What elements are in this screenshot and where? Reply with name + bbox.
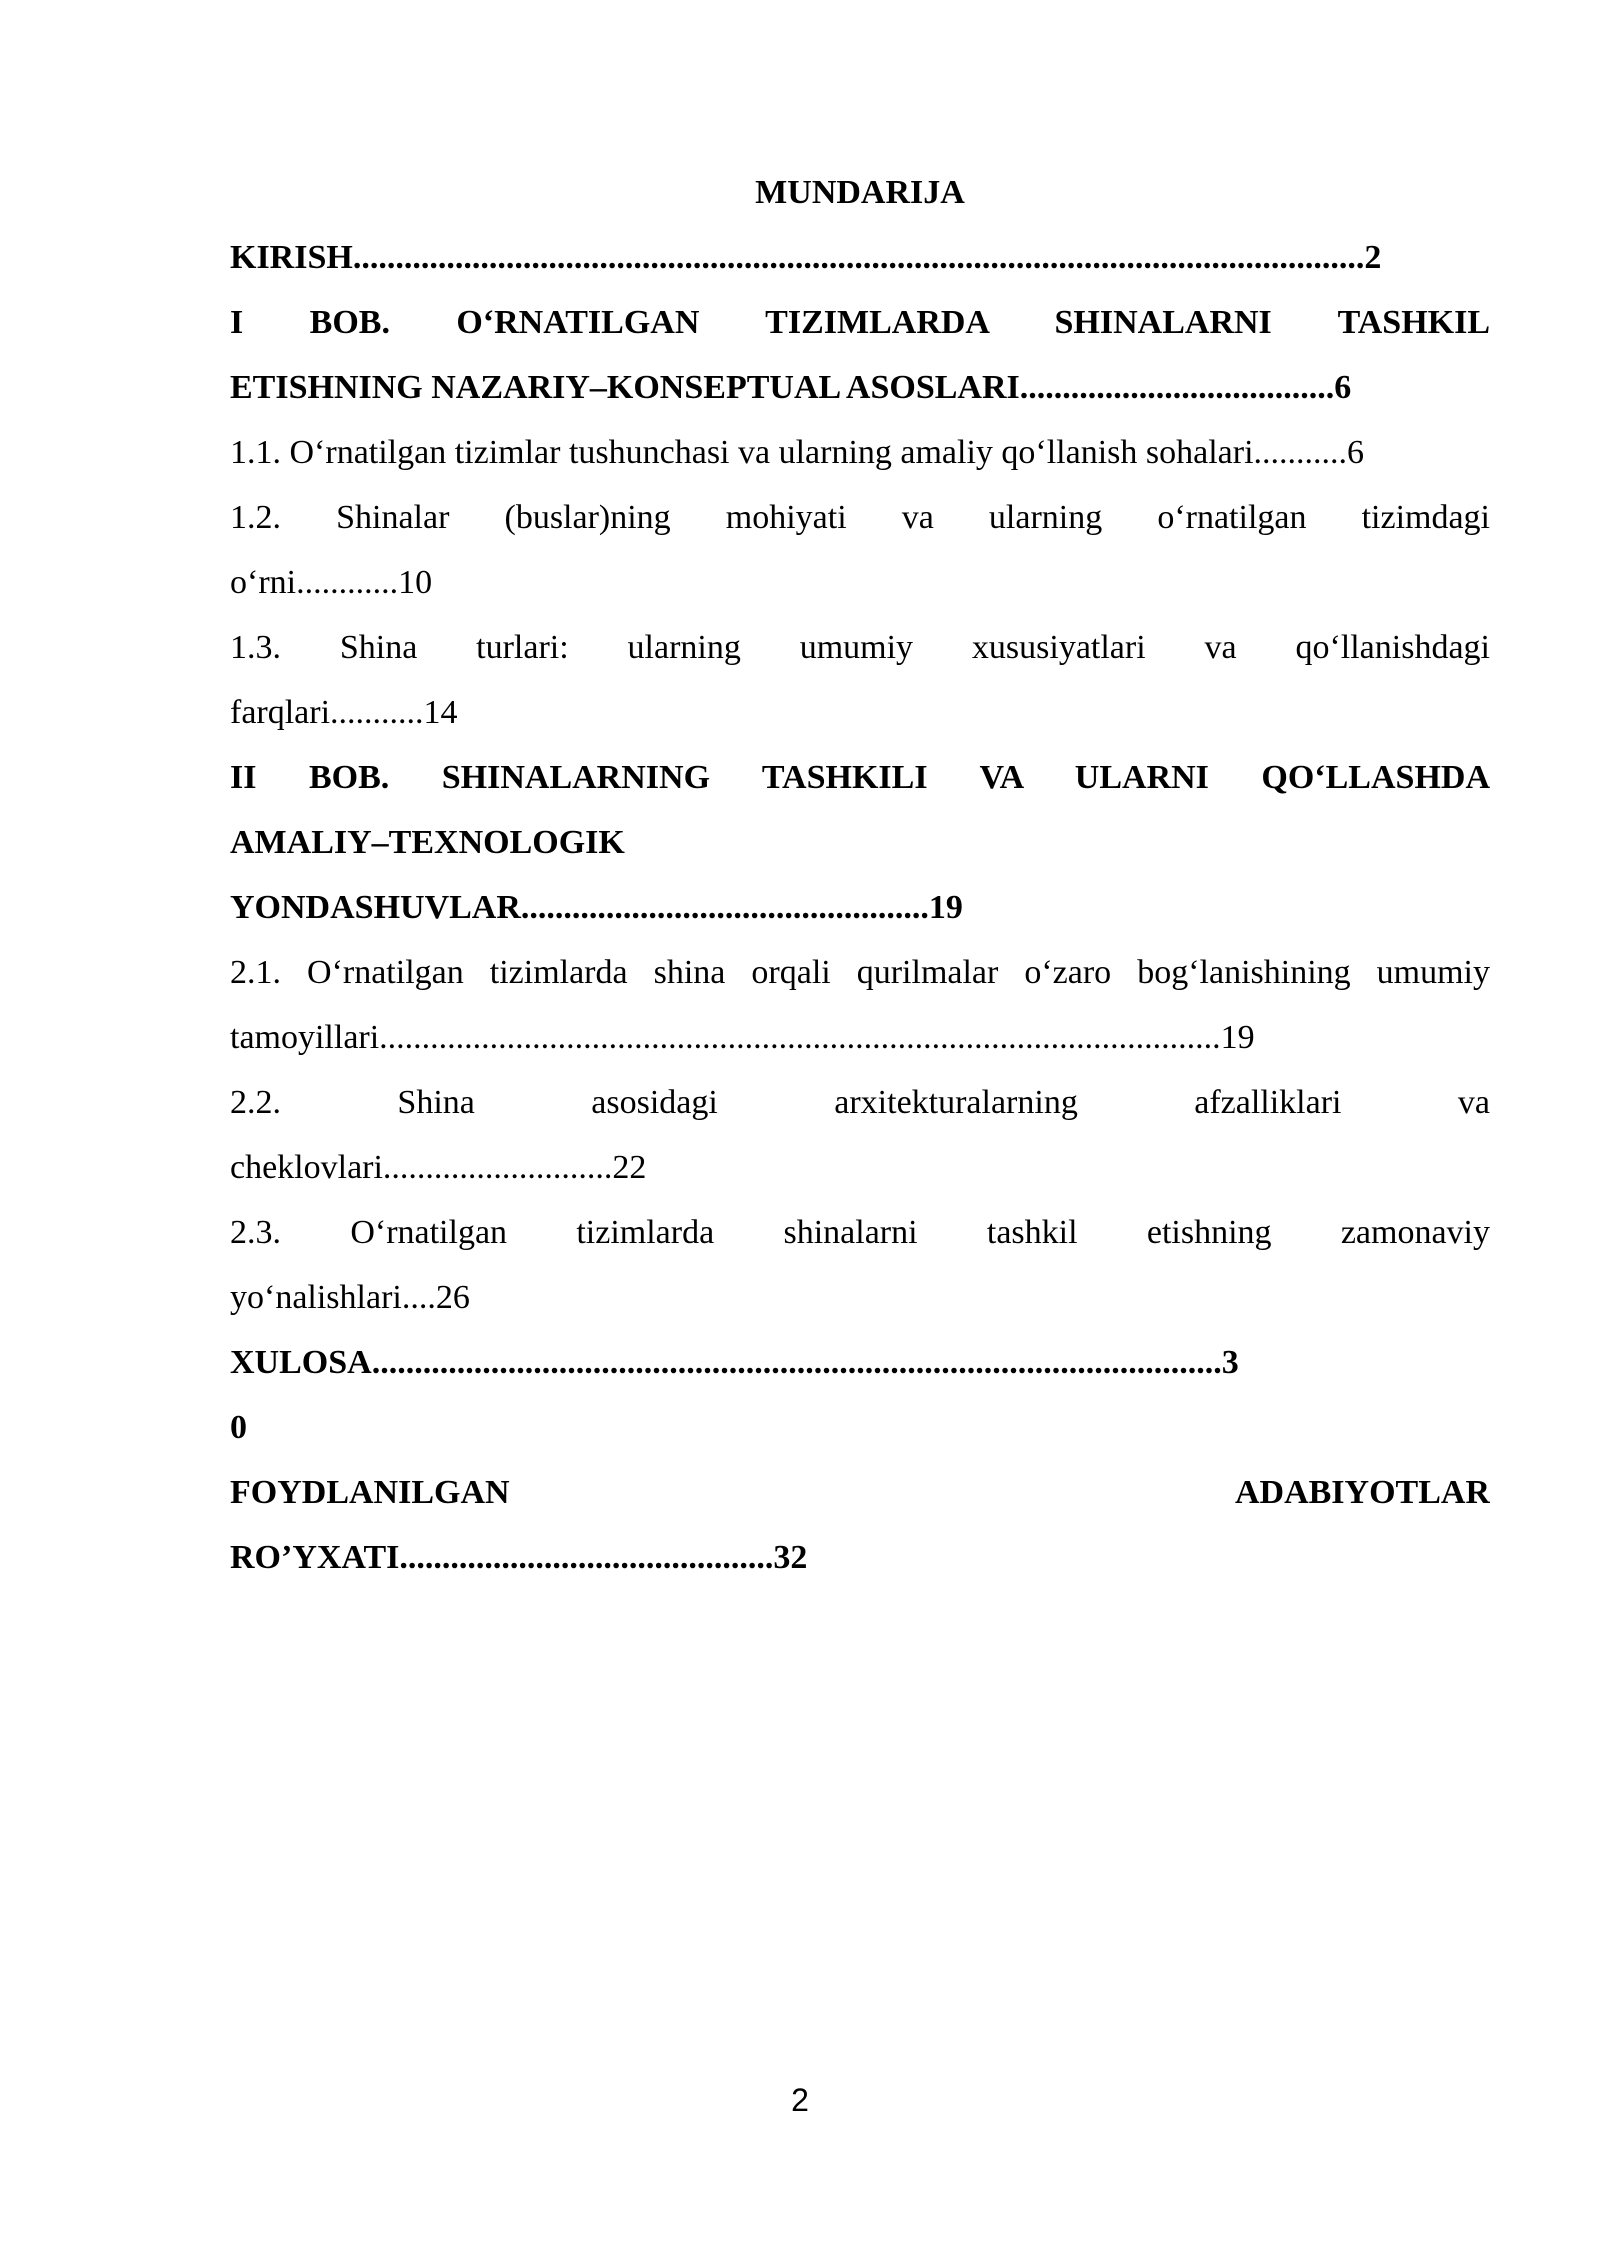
table-of-contents — [230, 160, 1490, 1590]
toc-entry-references: FOYDLANILGAN ADABIYOTLAR — [230, 1474, 1490, 1511]
toc-entry-xulosa: XULOSA....................................................................................................3 — [230, 1344, 1239, 1381]
page-number: 2 — [791, 2082, 809, 2118]
toc-entry-2-2: 2.2. Shina asosidagi arxitekturalarning afzalliklari va — [230, 1084, 1490, 1121]
toc-entry-kirish: KIRISH.......................................................................................................................2 — [230, 239, 1382, 276]
toc-entry-2-2-continued: cheklovlari...........................22 — [230, 1149, 647, 1186]
toc-entry-1-3-continued: farqlari...........14 — [230, 694, 458, 731]
toc-chapter-1-heading: I BOB. O‘RNATILGAN TIZIMLARDA SHINALARNI TASHKIL — [230, 304, 1490, 341]
toc-chapter-2-heading-continued: AMALIY–TEXNOLOGIK — [230, 824, 625, 861]
toc-chapter-2-heading: II BOB. SHINALARNING TASHKILI VA ULARNI QO‘LLASHDA — [230, 759, 1490, 796]
toc-entry-1-2: 1.2. Shinalar (buslar)ning mohiyati va ularning o‘rnatilgan tizimdagi — [230, 499, 1490, 536]
toc-entry-1-3: 1.3. Shina turlari: ularning umumiy xususiyatlari va qo‘llanishdagi — [230, 629, 1490, 666]
toc-entry-xulosa-continued: 0 — [230, 1409, 247, 1446]
toc-title: MUNDARIJA — [755, 174, 965, 211]
toc-chapter-2-heading-end: YONDASHUVLAR................................................19 — [230, 889, 963, 926]
toc-entry-1-2-continued: o‘rni............10 — [230, 564, 433, 601]
toc-entry-2-3-continued: yo‘nalishlari....26 — [230, 1279, 470, 1316]
toc-entry-references-continued: RO’YXATI............................................32 — [230, 1539, 808, 1576]
toc-chapter-1-heading-continued: ETISHNING NAZARIY–KONSEPTUAL ASOSLARI.....................................6 — [230, 369, 1352, 406]
toc-entry-2-3: 2.3. O‘rnatilgan tizimlarda shinalarni tashkil etishning zamonaviy — [230, 1214, 1490, 1251]
toc-entry-2-1-continued: tamoyillari...................................................................................................19 — [230, 1019, 1255, 1056]
toc-entry-1-1: 1.1. O‘rnatilgan tizimlar tushunchasi va ularning amaliy qo‘llanish sohalari...........6 — [230, 434, 1365, 471]
toc-entry-2-1: 2.1. O‘rnatilgan tizimlarda shina orqali qurilmalar o‘zaro bog‘lanishining umumiy — [230, 954, 1490, 991]
